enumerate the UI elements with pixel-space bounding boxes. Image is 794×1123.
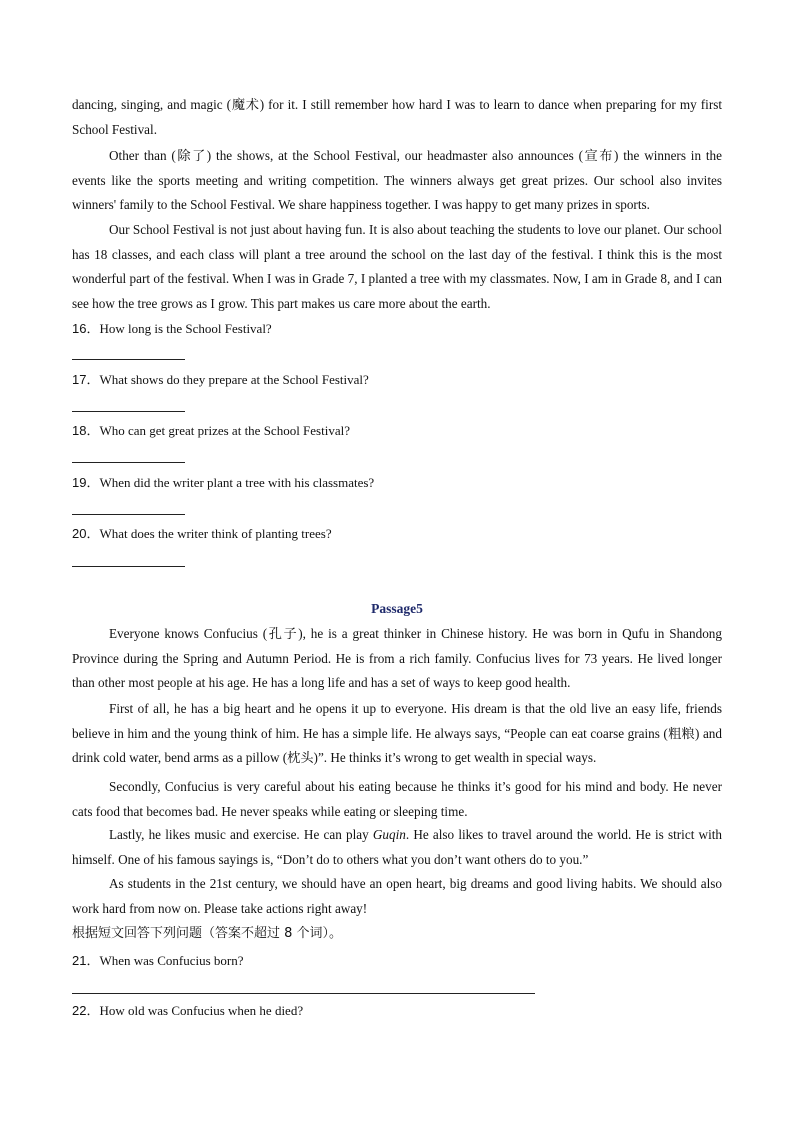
question-number: 20． [72, 526, 100, 541]
guqin-word: Guqin [372, 827, 406, 842]
answer-blank-17[interactable] [72, 411, 185, 412]
passage4-paragraph-3: Our School Festival is not just about having fun. It is also about teaching the students to love our planet. Our school has 18 classes, and each class will plant a tree around the school on the last day of the festival. I think this is the most wonderful part of the festival. When I was in Grade 7, I planted a tree with my classmates. Now, I am in Grade 8, and I can see how the tree grows as I grow. This part makes us care more about the earth. [72, 222, 722, 311]
answer-blank-21[interactable] [72, 993, 535, 994]
answer-blank-20[interactable] [72, 566, 185, 567]
question-text: What does the writer think of planting trees? [99, 526, 332, 541]
question-number: 22． [72, 1003, 100, 1018]
passage5-paragraph-5: As students in the 21st century, we should have an open heart, big dreams and good living habits. We should also work hard from now on. Please take actions right away! [72, 876, 722, 916]
question-text: Who can get great prizes at the School Festival? [99, 423, 350, 438]
passage4-paragraph-1-continued: dancing, singing, and magic (魔术) for it. I still remember how hard I was to learn to dance when preparing for my first School Festival. [72, 97, 722, 137]
answer-blank-19[interactable] [72, 514, 185, 515]
paragraph-text: Lastly, he likes music and exercise. He can play [109, 827, 373, 842]
passage5-paragraph-1: Everyone knows Confucius (孔子), he is a great thinker in Chinese history. He was born in Qufu in Shandong Province during the Spring and Autumn Period. He is from a rich family. Confucius lives for 73 years. He lived longer than other most people at his age. He has a long life and has a set of ways to keep good health. [72, 626, 722, 690]
passage5-paragraph-4 [72, 823, 722, 872]
passage4-paragraph-2: Other than (除了) the shows, at the School Festival, our headmaster also announces (宣布) the winners in the events like the sports meeting and writing competition. The winners always get great prizes. Our school also invites winners' family to the School Festival. We share happiness together. I was happy to get many prizes in sports. [72, 148, 722, 212]
question-number: 19． [72, 475, 100, 490]
question-22 [72, 1002, 303, 1020]
question-text: When did the writer plant a tree with his classmates? [99, 475, 375, 490]
question-16 [72, 320, 272, 338]
passage5-paragraph-3: Secondly, Confucius is very careful about his eating because he thinks it’s good for his mind and body. He never cats food that becomes bad. He never speaks while eating or sleeping time. [72, 779, 722, 819]
question-number: 18． [72, 423, 100, 438]
answer-blank-16[interactable] [72, 359, 185, 360]
question-text: What shows do they prepare at the School Festival? [99, 372, 369, 387]
question-17 [72, 371, 369, 389]
question-20 [72, 525, 332, 543]
answer-instruction: 根据短文回答下列问题（答案不超过 8 个词）。 [72, 926, 343, 941]
question-19 [72, 474, 374, 492]
question-number: 21． [72, 953, 100, 968]
answer-blank-18[interactable] [72, 462, 185, 463]
passage5-paragraph-2: First of all, he has a big heart and he opens it up to everyone. His dream is that the old live an easy life, friends believe in him and the young think of him. He has a simple life. He always says, “People can eat coarse grains (粗粮) and drink cold water, bend arms as a pillow (枕头)”. He thinks it’s wrong to get wealth in special ways. [72, 701, 722, 765]
passage5-title: Passage5 [371, 601, 423, 616]
question-number: 16． [72, 321, 100, 336]
question-21 [72, 952, 244, 970]
question-text: When was Confucius born? [99, 953, 244, 968]
question-text: How old was Confucius when he died? [99, 1003, 304, 1018]
question-18 [72, 422, 350, 440]
question-text: How long is the School Festival? [99, 321, 272, 336]
paragraph-text: . He also likes to travel around the world. He is strict with himself. One of his famous sayings is, “Don’t do to others what you don’t want others do to you.” [72, 827, 722, 867]
question-number: 17． [72, 372, 100, 387]
